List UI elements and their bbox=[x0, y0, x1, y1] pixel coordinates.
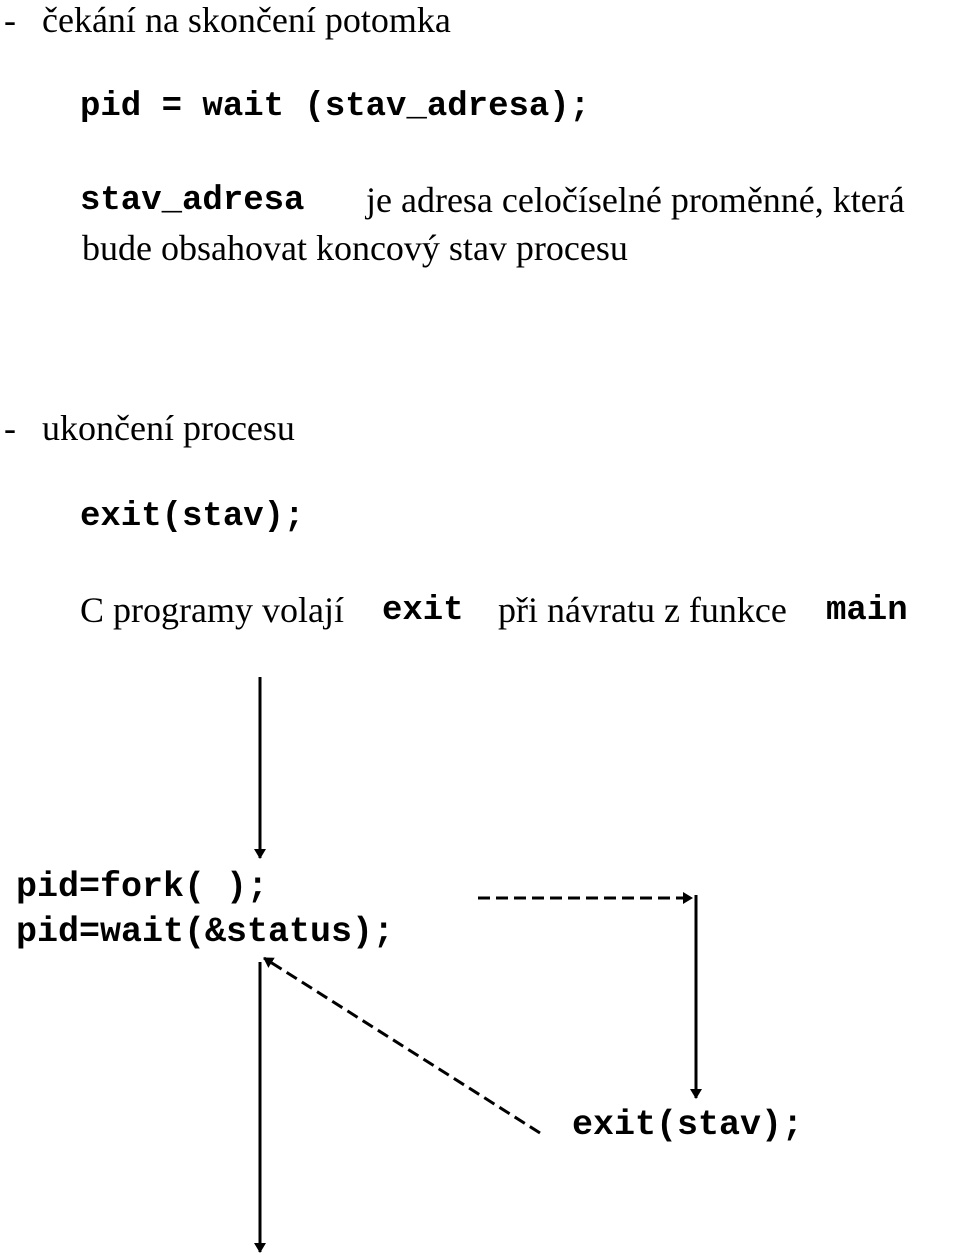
note-text-1: C programy volají bbox=[80, 590, 344, 630]
diagram-fork-line: pid=fork( ); bbox=[16, 867, 269, 907]
exit-return-dashed-arrow bbox=[264, 958, 540, 1133]
code-stav-adresa: stav_adresa bbox=[80, 182, 305, 220]
diagram-wait-line: pid=wait(&status); bbox=[16, 912, 395, 952]
description-line-1: je adresa celočíselné proměnné, která bbox=[366, 180, 905, 220]
section-heading-exit: ukončení procesu bbox=[42, 408, 295, 448]
bullet-dash-1: - bbox=[4, 0, 16, 40]
bullet-dash-2: - bbox=[4, 408, 16, 448]
note-code-exit: exit bbox=[382, 592, 464, 630]
description-line-2: bude obsahovat koncový stav procesu bbox=[82, 228, 628, 268]
code-wait-call: pid = wait (stav_adresa); bbox=[80, 88, 591, 126]
section-heading-wait: čekání na skončení potomka bbox=[42, 0, 451, 40]
note-text-2: při návratu z funkce bbox=[498, 590, 787, 630]
code-exit-call: exit(stav); bbox=[80, 498, 305, 536]
diagram-child-exit: exit(stav); bbox=[572, 1105, 804, 1145]
note-code-main: main bbox=[826, 592, 908, 630]
